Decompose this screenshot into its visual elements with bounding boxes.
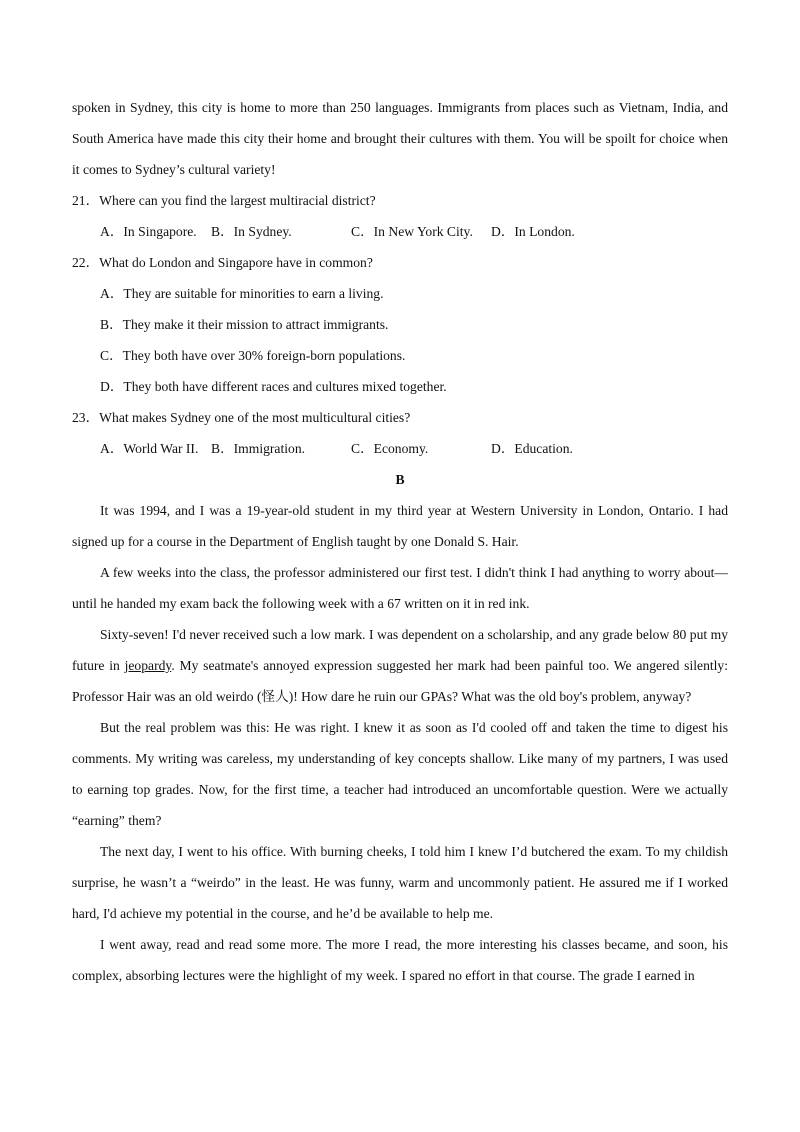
option-b[interactable]: B．They make it their mission to attract immigrants. [100, 317, 389, 332]
option-c[interactable]: C．Economy. [351, 441, 429, 456]
section-b-title: B [395, 472, 405, 487]
passage-b-paragraph-3 [72, 619, 728, 712]
passage-b-paragraph-4: But the real problem was this: He was right. I knew it as soon as I'd cooled off and taken the time to digest his comments. My writing was careless, my understanding of key concepts shallow. Like many of my partners, I was used to earning top grades. Now, for the first time, a teacher had introduced an uncomfortable question. Were we actually “earning” them? [72, 720, 728, 828]
option-b[interactable]: B．Immigration. [211, 441, 306, 456]
question-21-options [72, 216, 728, 247]
question-23-options [72, 433, 728, 464]
paragraph-3-rest: . My seatmate's annoyed expression suggested her mark had been painful too. We angered silently: Professor Hair was an old weirdo (怪人)! How dare he ruin our GPAs? What was the old boy's problem, anyway? [72, 658, 728, 704]
option-a[interactable]: A．World War II. [100, 441, 199, 456]
option-d[interactable]: D．Education. [491, 441, 573, 456]
option-c[interactable]: C．They both have over 30% foreign-born populations. [100, 348, 406, 363]
passage-b-paragraph-1: It was 1994, and I was a 19-year-old student in my third year at Western University in London, Ontario. I had signed up for a course in the Department of English taught by one Donald S. Hair. [72, 503, 728, 549]
option-a[interactable]: A．In Singapore. [100, 224, 197, 239]
question-22-stem: 22．What do London and Singapore have in common? [72, 255, 373, 270]
option-a[interactable]: A．They are suitable for minorities to earn a living. [100, 286, 384, 301]
underlined-word-jeopardy: jeopardy [124, 658, 172, 673]
passage-a-ending: spoken in Sydney, this city is home to more than 250 languages. Immigrants from places such as Vietnam, India, and South America have made this city their home and brought their cultures with them. You will be spoilt for choice when it comes to Sydney’s cultural variety! [72, 100, 728, 177]
passage-b-paragraph-2: A few weeks into the class, the professor administered our first test. I didn't think I had anything to worry about—until he handed my exam back the following week with a 67 written on it in red ink. [72, 565, 728, 611]
option-d[interactable]: D．In London. [491, 224, 575, 239]
question-23-stem: 23．What makes Sydney one of the most multicultural cities? [72, 410, 411, 425]
question-21-stem: 21．Where can you find the largest multiracial district? [72, 193, 376, 208]
option-b[interactable]: B．In Sydney. [211, 224, 292, 239]
option-d[interactable]: D．They both have different races and cultures mixed together. [100, 379, 447, 394]
document-page [72, 92, 728, 991]
paragraph-3-start: Sixty-seven! I'd never received such a low mark. I was dependent on a scholarship, and any grade below 80 put my future in [72, 627, 728, 673]
option-c[interactable]: C．In New York City. [351, 224, 473, 239]
passage-b-paragraph-6: I went away, read and read some more. The more I read, the more interesting his classes became, and soon, his complex, absorbing lectures were the highlight of my week. I spared no effort in that course. The grade I earned in [72, 937, 728, 983]
passage-b-paragraph-5: The next day, I went to his office. With burning cheeks, I told him I knew I’d butchered the exam. To my childish surprise, he wasn’t a “weirdo” in the least. He was funny, warm and uncommonly patient. He assured me if I worked hard, I'd achieve my potential in the course, and he’d be available to help me. [72, 844, 728, 921]
